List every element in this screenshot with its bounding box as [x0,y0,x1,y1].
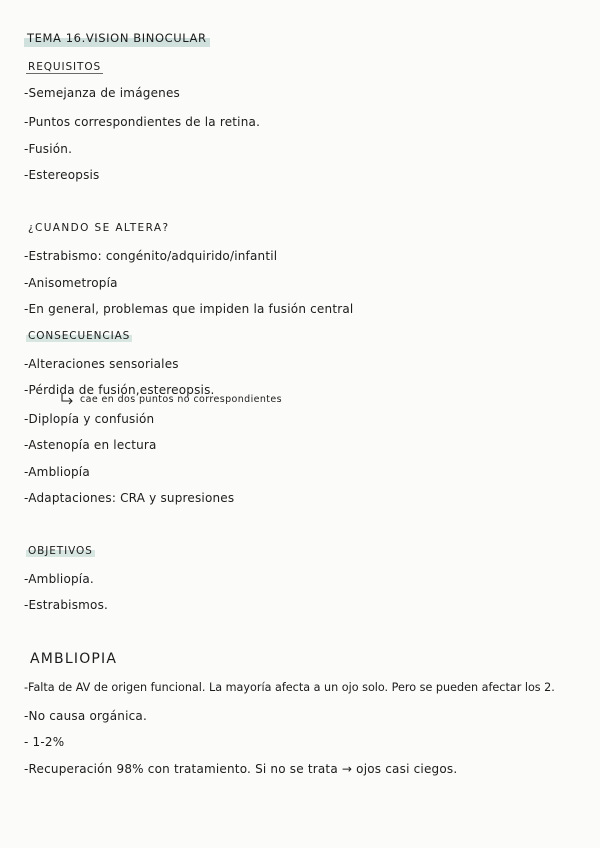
list-item: -Astenopía en lectura [24,438,157,452]
list-item: -Diplopía y confusión [24,412,155,426]
list-item: -En general, problemas que impiden la fusión central [24,302,354,316]
page-title: TEMA 16.VISION BINOCULAR [24,31,210,47]
list-item: -Adaptaciones: CRA y supresiones [24,491,235,505]
list-item: -Puntos correspondientes de la retina. [24,115,261,129]
list-item: -Semejanza de imágenes [24,86,180,100]
heading-objetivos: OBJETIVOS [28,545,93,557]
annotation-note: cae en dos puntos no correspondientes [80,394,283,405]
list-item: -Pérdida de fusión,estereopsis. [24,383,215,397]
list-item: -Anisometropía [24,276,118,290]
heading-consecuencias: CONSECUENCIAS [28,330,131,342]
list-item: -Estereopsis [24,168,100,182]
list-item: -Estrabismo: congénito/adquirido/infantil [24,249,278,263]
arrow-icon [60,393,74,405]
list-item: -Recuperación 98% con tratamiento. Si no se trata → ojos casi ciegos. [24,762,458,776]
list-item: -Falta de AV de origen funcional. La mayoría afecta a un ojo solo. Pero se pueden afectar los 2. [24,681,555,694]
list-item: -Ambliopía. [24,572,94,586]
list-item: -No causa orgánica. [24,709,147,723]
list-item: - 1-2% [24,735,65,749]
list-item: -Ambliopía [24,465,90,479]
heading-requisitos: REQUISITOS [28,61,102,73]
heading-cuando-se-altera: ¿CUANDO SE ALTERA? [28,222,170,234]
heading-ambliopia: AMBLIOPIA [30,651,118,667]
list-item: -Fusión. [24,142,73,156]
list-item: -Estrabismos. [24,598,109,612]
list-item: -Alteraciones sensoriales [24,357,179,371]
